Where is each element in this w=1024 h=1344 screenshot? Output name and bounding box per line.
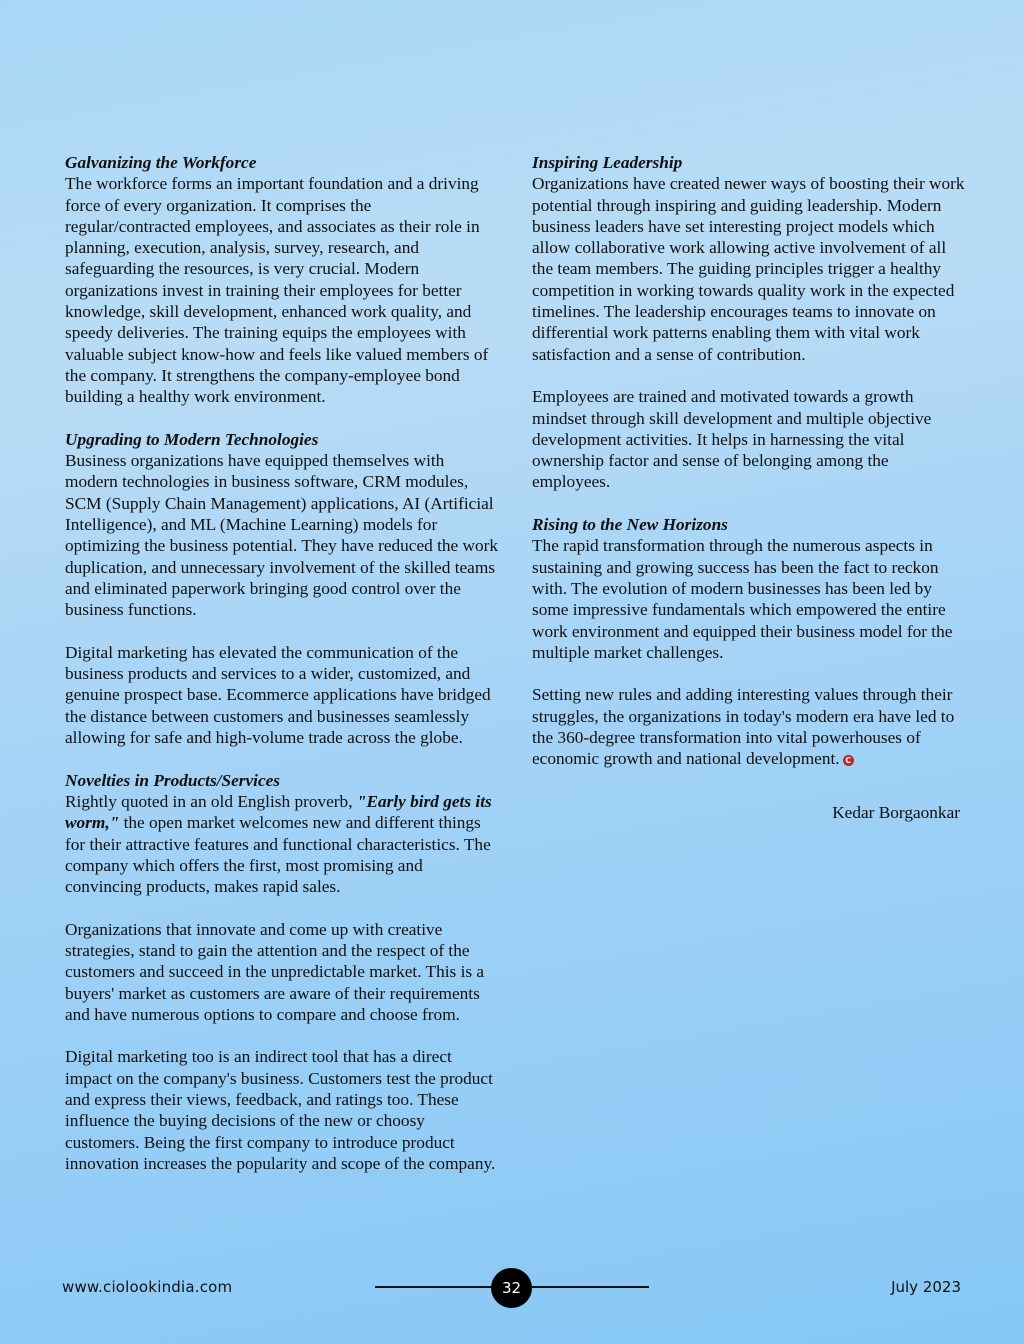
paragraph: Organizations that innovate and come up with creative strategies, stand to gain the attention and the respect of the customers and succeed in the unpredictable market. This is a buyers' market as customers are aware of their requirements and have numerous options to compare and choose from. [65,919,485,1024]
paragraph: The workforce forms an important foundation and a driving force of every organization. It comprises the regular/contracted employees, and associates as their role in planning, execution, analysis, survey, research, and safeguarding the resources, is very crucial. Modern organizations invest in training their employees for better knowledge, skill development, enhanced work quality, and speedy deliveries. The training equips the employees with valuable subject know-how and feels like valued members of the company. It strengthens the company-employee bond building a healthy work environment. [65,174,489,407]
paragraph: Digital marketing too is an indirect tool that has a direct impact on the company's business. Customers test the product and express their views, feedback, and ratings too. These influence the buying decisions of the new or choosy customers. Being the first company to introduce product innovation increases the popularity and scope of the company. [65,1047,496,1173]
section-heading: Novelties in Products/Services [65,770,281,790]
paragraph [532,684,968,769]
page-footer [0,1268,1024,1308]
section-heading: Galvanizing the Workforce [65,153,257,172]
footer-divider-left [375,1286,493,1288]
paragraph: Business organizations have equipped themselves with modern technologies in business software, CRM modules, SCM (Supply Chain Management) applications, AI (Artificial Intelligence), and ML (Machine Learning) models for optimizing the business potential. They have reduced the work duplication, and unnecessary involvement of the skilled teams and eliminated paperwork bringing good control over the business functions. [65,451,499,620]
right-column [532,152,968,823]
paragraph-text: Setting new rules and adding interesting values through their struggles, the organizations in today's modern era have led to the 360-degree transformation into vital powerhouses of economic growth and national development. [532,685,955,769]
section-heading: Inspiring Leadership [532,153,683,172]
proverb-quote: "Early bird gets its worm," [65,791,492,833]
paragraph [65,791,501,897]
website-url: www.ciolookindia.com [62,1278,233,1296]
paragraph-text: the open market welcomes new and different things for their attractive features and functional characteristics. The company which offers the first, most promising and convincing products, makes rapid sales. [65,813,491,897]
paragraph-text: Rightly quoted in an old English proverb, [65,791,357,811]
ciolook-logo-icon: C [843,755,854,766]
paragraph: Organizations have created newer ways of boosting their work potential through inspiring and guiding leadership. Modern business leaders have set interesting project models which allow collaborative work allowing active involvement of all the team members. The guiding principles trigger a healthy competition in working towards quality work in the expected timelines. The leadership encourages teams to innovate on differential work patterns enabling them with vital work satisfaction and a sense of contribution. [532,174,965,364]
paragraph: Digital marketing has elevated the communication of the business products and services to a wider, customized, and genuine prospect base. Ecommerce applications have bridged the distance between customers and businesses seamlessly allowing for safe and high-volume trade across the globe. [65,642,491,748]
page-number-badge: 32 [491,1268,532,1308]
author-name: Kedar Borgaonkar [832,802,960,822]
paragraph: Employees are trained and motivated towards a growth mindset through skill development and multiple objective development activities. It helps in harnessing the vital ownership factor and sense of belonging among the employees. [532,387,932,492]
footer-divider-right [531,1286,649,1288]
paragraph: The rapid transformation through the numerous aspects in sustaining and growing success has been the fact to reckon with. The evolution of modern businesses has been led by some impressive fundamentals which empowered the entire work environment and equipped their business model for the multiple market challenges. [532,536,953,662]
section-heading: Rising to the New Horizons [532,515,728,535]
section-heading: Upgrading to Modern Technologies [65,429,319,449]
issue-date: July 2023 [891,1278,961,1296]
left-column [65,152,501,1174]
